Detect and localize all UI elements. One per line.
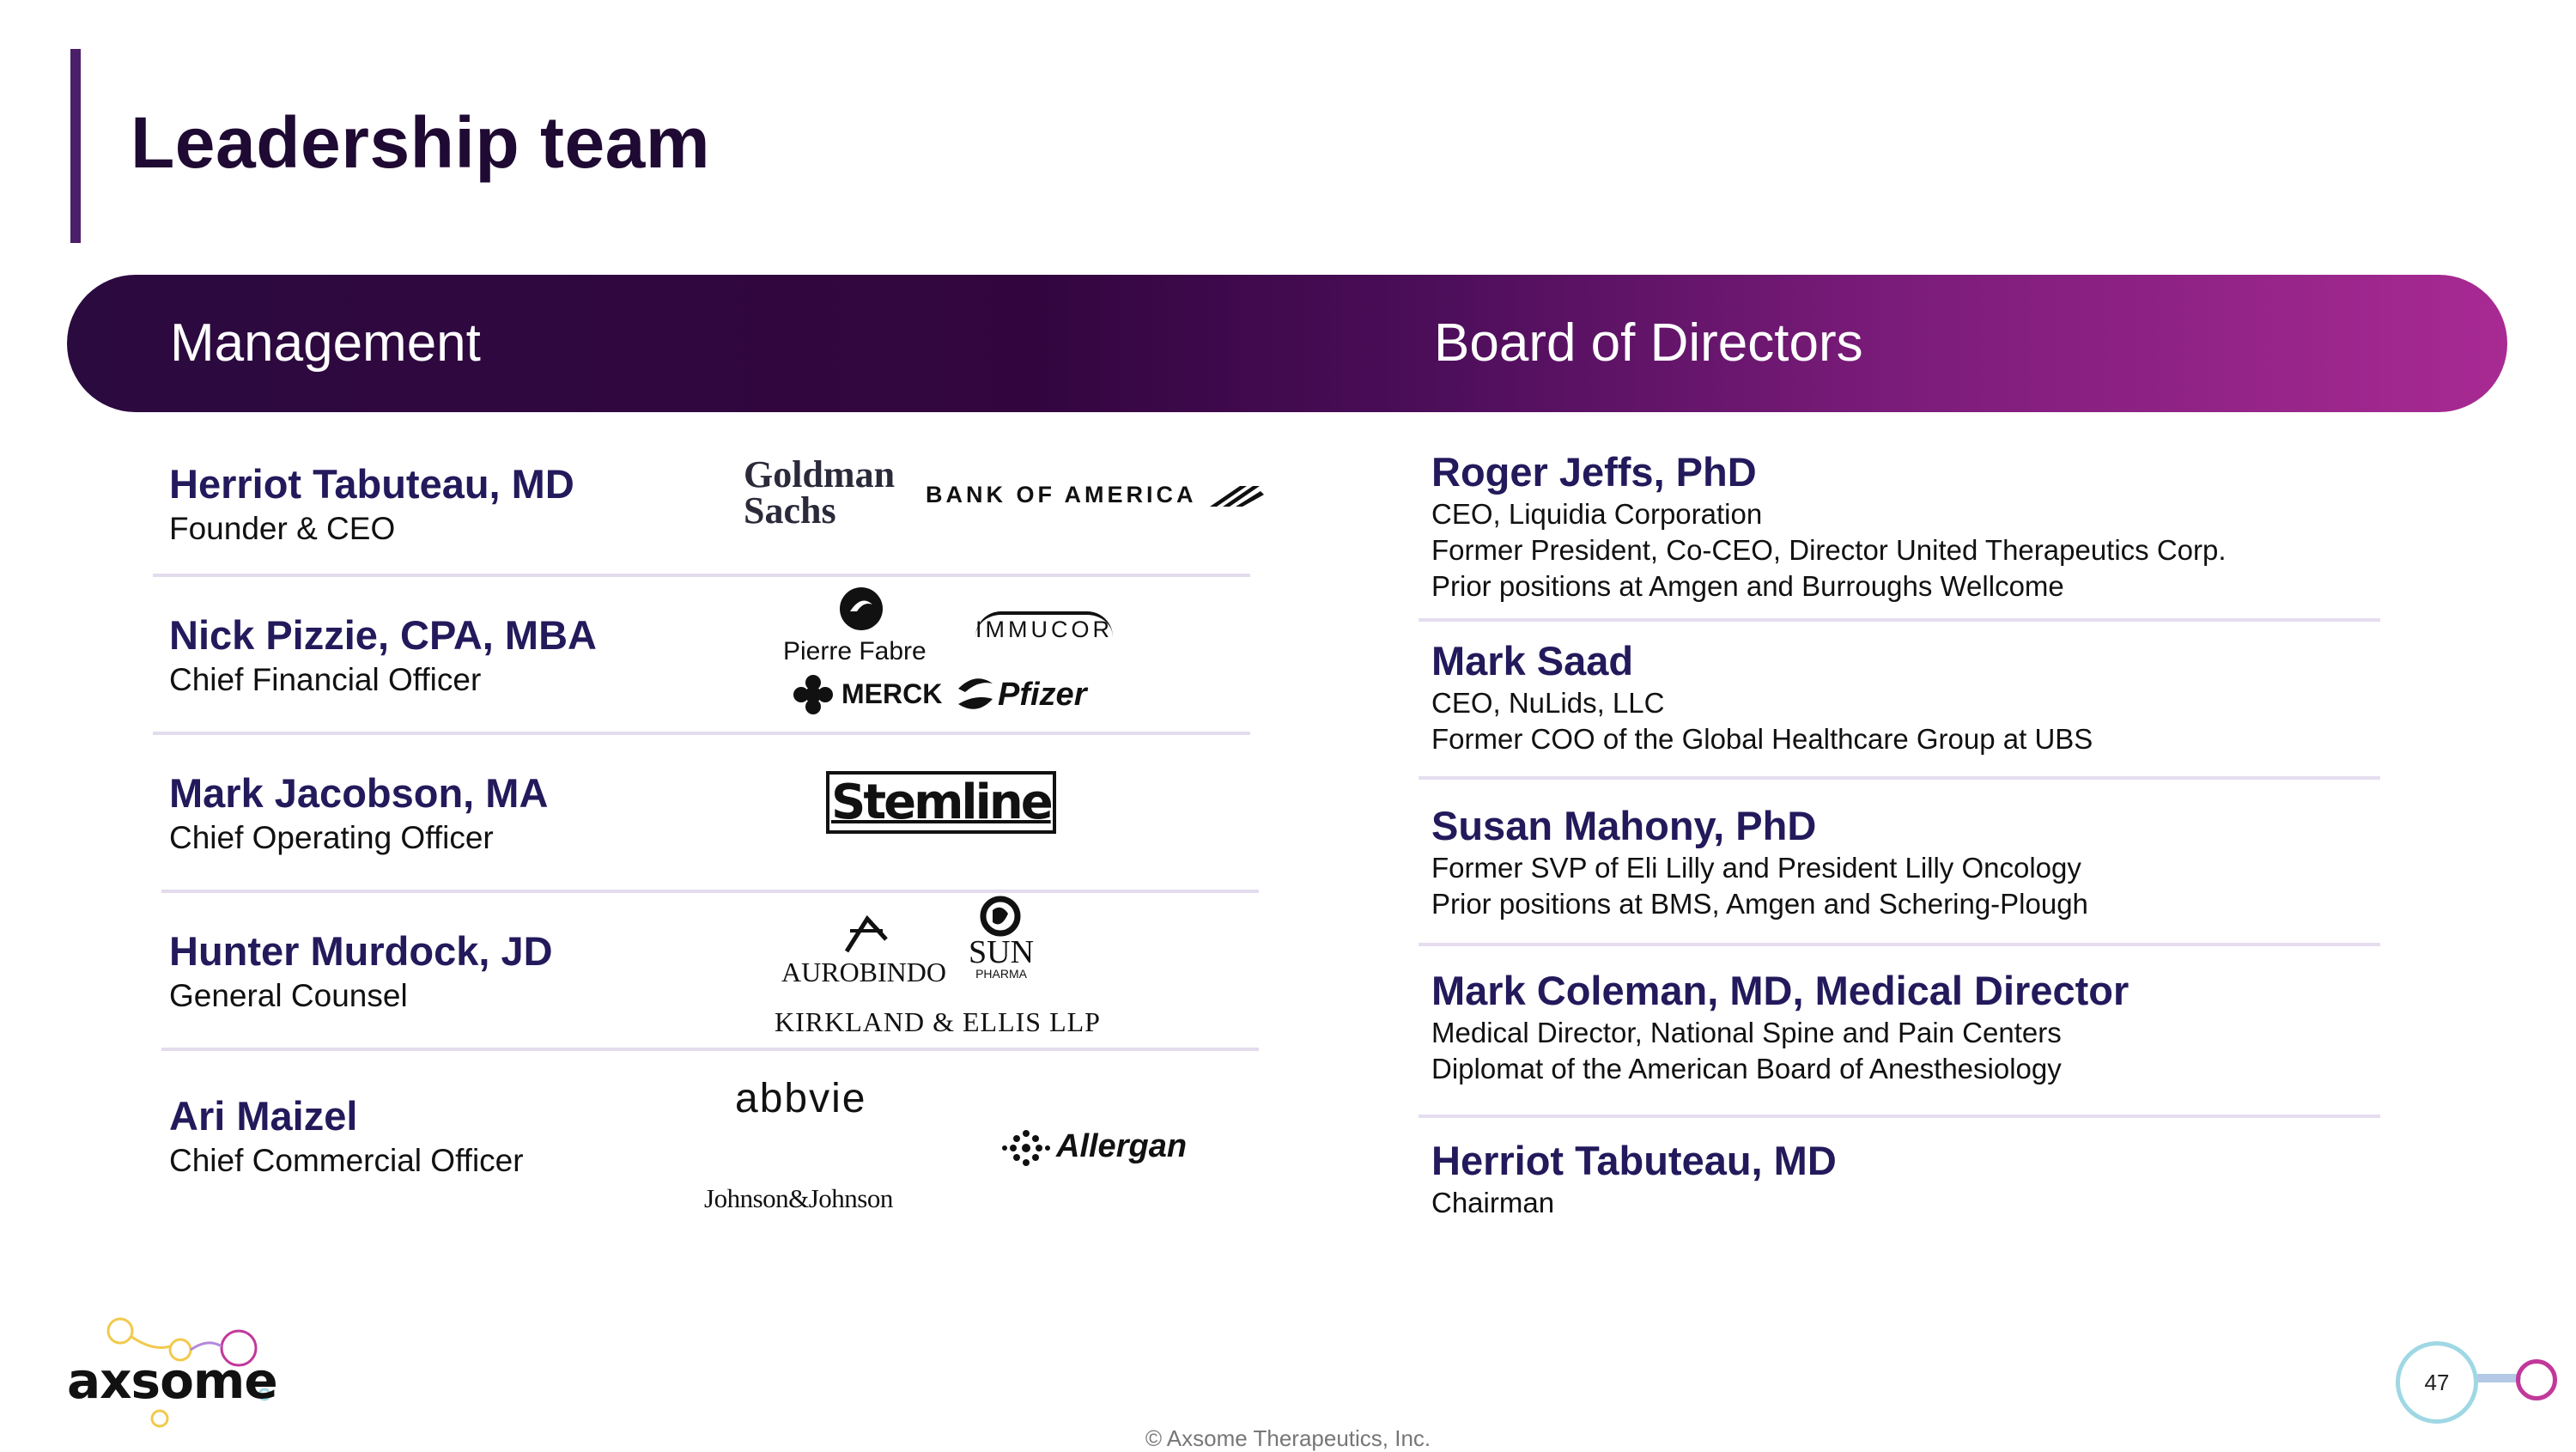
board-member <box>1431 967 2129 1087</box>
sun-pharma-icon <box>977 895 1024 938</box>
divider <box>153 574 1250 577</box>
divider <box>153 732 1250 735</box>
member-detail: Former COO of the Global Healthcare Group at UBS <box>1431 723 2093 755</box>
member-detail: Prior positions at Amgen and Burroughs Wellcome <box>1431 570 2064 602</box>
board-header: Board of Directors <box>1434 313 1863 373</box>
member-role: Chief Operating Officer <box>169 820 494 855</box>
page-number-connector <box>2475 1374 2521 1382</box>
management-member <box>169 1092 524 1182</box>
aurobindo-icon <box>841 914 891 957</box>
member-role: Chief Financial Officer <box>169 662 482 697</box>
page-title: Leadership team <box>131 102 711 183</box>
member-role: General Counsel <box>169 978 408 1013</box>
pfizer-logo: Pfizer <box>998 677 1087 713</box>
member-role: Chief Commercial Officer <box>169 1143 524 1178</box>
divider <box>1419 943 2380 946</box>
member-detail: Chairman <box>1431 1187 1555 1218</box>
board-member <box>1431 802 2088 922</box>
kirkland-ellis-logo: KIRKLAND & ELLIS LLP <box>775 1006 1101 1037</box>
section-header-band <box>67 275 2507 412</box>
merck-logo: MERCK <box>841 678 943 709</box>
member-name: Herriot Tabuteau, MD <box>169 461 574 507</box>
member-role: Founder & CEO <box>169 511 396 546</box>
divider <box>1419 618 2380 622</box>
member-name: Hunter Murdock, JD <box>169 928 553 974</box>
board-member <box>1431 637 2093 757</box>
pierre-fabre-logo: Pierre Fabre <box>783 637 927 665</box>
allergan-dots-icon <box>999 1127 1053 1169</box>
page-number-decoration <box>2516 1359 2557 1400</box>
goldman-sachs-logo: Goldman Sachs <box>744 453 896 532</box>
divider <box>1419 1115 2380 1118</box>
member-detail: Diplomat of the American Board of Anesthesiology <box>1431 1053 2062 1084</box>
member-detail: Former President, Co-CEO, Director United Therapeutics Corp. <box>1431 534 2227 566</box>
member-name: Nick Pizzie, CPA, MBA <box>169 612 597 658</box>
member-detail: CEO, NuLids, LLC <box>1431 687 1665 719</box>
axsome-logo: axsome <box>67 1352 277 1410</box>
johnson-and-johnson-logo: Johnson&Johnson <box>704 1183 893 1213</box>
member-name: Mark Coleman, MD, Medical Director <box>1431 968 2129 1013</box>
abbvie-logo: abbvie <box>735 1076 867 1121</box>
member-name: Susan Mahony, PhD <box>1431 803 1817 848</box>
member-detail: Prior positions at BMS, Amgen and Schering-Plough <box>1431 888 2088 920</box>
management-header: Management <box>170 313 481 373</box>
title-accent-bar <box>70 49 81 243</box>
page-number: 47 <box>2396 1341 2478 1424</box>
allergan-logo: Allergan <box>1056 1128 1188 1164</box>
sun-pharma-logo: SUN PHARMA <box>969 934 1035 981</box>
pierre-fabre-icon <box>838 586 884 632</box>
pfizer-swirl-icon <box>953 671 998 716</box>
divider <box>161 1048 1259 1051</box>
member-name: Herriot Tabuteau, MD <box>1431 1138 1837 1183</box>
management-member <box>169 769 548 859</box>
member-name: Roger Jeffs, PhD <box>1431 449 1757 495</box>
aurobindo-logo: AUROBINDO <box>781 957 946 987</box>
management-member <box>169 460 574 550</box>
stemline-logo: Stemline <box>826 775 1056 830</box>
divider <box>1419 776 2380 780</box>
member-detail: CEO, Liquidia Corporation <box>1431 498 1763 530</box>
member-name: Mark Saad <box>1431 638 1634 683</box>
member-detail: Former SVP of Eli Lilly and President Lilly Oncology <box>1431 852 2081 884</box>
merck-icon <box>793 675 833 714</box>
divider <box>161 890 1259 893</box>
copyright-footer: © Axsome Therapeutics, Inc. <box>1145 1425 1431 1451</box>
board-member <box>1431 1137 1837 1221</box>
board-member <box>1431 448 2227 604</box>
member-detail: Medical Director, National Spine and Pain Centers <box>1431 1017 2062 1048</box>
member-name: Ari Maizel <box>169 1093 358 1139</box>
member-name: Mark Jacobson, MA <box>169 770 549 816</box>
boa-flag-icon <box>1206 481 1266 512</box>
immucor-logo: IMMUCOR <box>975 611 1113 643</box>
management-member <box>169 611 597 701</box>
bank-of-america-logo: BANK OF AMERICA <box>926 481 1266 512</box>
management-member <box>169 927 553 1017</box>
